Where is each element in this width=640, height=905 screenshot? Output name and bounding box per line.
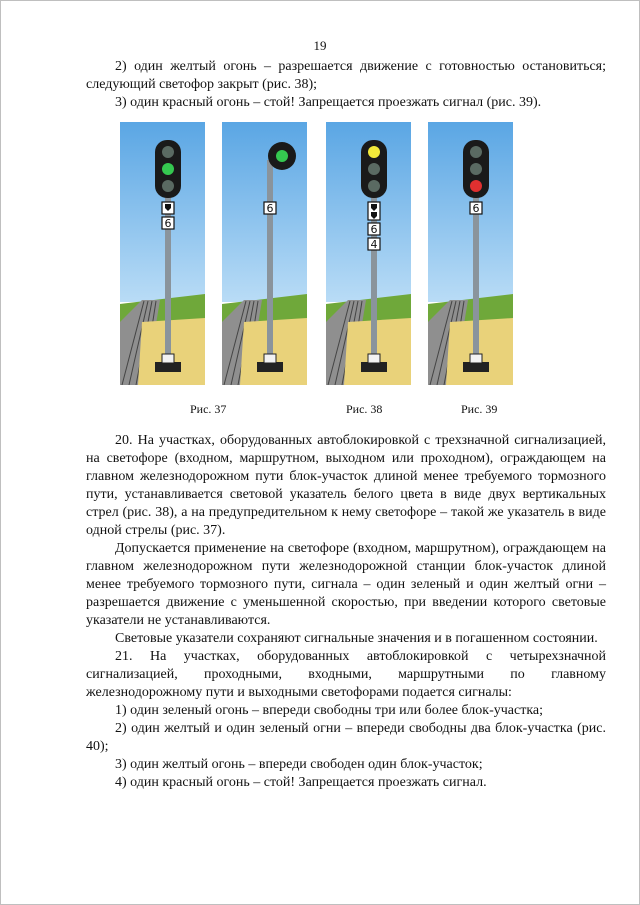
sand-platform [138,318,205,385]
signal-illustration [222,122,307,385]
paragraph-red-signal: 3) один красный огонь – стой! Запрещается проезжать сигнал (рис. 39). [115,95,542,110]
base-plate [368,354,380,363]
signal-lamp [368,180,380,192]
paragraph-21: 21. На участках, оборудованных автоблокировкой с четырехзначной сигнализацией, проходными, входными, маршрутными по главному железнодорожному пути и выходными светофорами подается сигналы: [86,649,606,700]
caption-fig-39: Рис. 39 [461,402,498,416]
signal-lamp [276,150,288,162]
figure-signal-3 [326,122,411,385]
plate-number: 6 [472,202,480,215]
figure-signal-2 [222,122,307,385]
list-item-1: 1) один зеленый огонь – впереди свободны три или более блок-участка; [115,703,544,718]
plate-number: 6 [266,202,274,215]
list-item-2: 2) один желтый и один зеленый огни – впереди свободны два блок-участка (рис. 40); [86,721,606,754]
paragraph-indicators: Световые указатели сохраняют сигнальные значения и в погашенном состоянии. [115,631,598,646]
paragraph-20: 20. На участках, оборудованных автоблокировкой с трехзначной сигнализацией, на светофоре (входном, маршрутном, выходном или проходном), ограждающем на главном железнодорожном пути блок-участок длиной менее требуемого тормозного пути, устанавливается световой указатель белого цвета в виде двух вертикальных стрел (рис. 38), а на предупредительном к нему светофоре – такой же указатель в виде одной стрелы (рис. 37). [86,433,606,538]
signal-lamp [368,163,380,175]
figures-row [0,122,640,387]
figure-signal-1 [120,122,205,385]
plate-number: 6 [370,223,378,236]
caption-fig-37: Рис. 37 [190,402,227,416]
signal-mast [267,160,273,365]
figure-signal-4 [428,122,513,385]
signal-illustration [326,122,411,385]
signal-lamp [470,146,482,158]
base-plate [264,354,276,363]
sand-platform [240,318,307,385]
signal-lamp [162,163,174,175]
signal-lamp [162,146,174,158]
signal-lamp [470,163,482,175]
signal-lamp [470,180,482,192]
signal-lamp [368,146,380,158]
plate-number: 4 [370,238,378,251]
main-text-block [86,432,606,792]
list-item-3: 3) один желтый огонь – впереди свободен один блок-участок; [115,757,483,772]
sand-platform [446,318,513,385]
base-plate [162,354,174,363]
base-plate [470,354,482,363]
paragraph-allowed: Допускается применение на светофоре (входном, маршрутном), ограждающем на главном железнодорожном пути железнодорожной станции блок-участок длиной менее требуемого тормозного пути, сигнала – один зеленый и один желтый огни – разрешается движение с уменьшенной скоростью, при введении которого световые указатели не устанавливаются. [86,541,606,628]
plate-number: 6 [164,217,172,230]
signal-illustration [428,122,513,385]
list-item-4: 4) один красный огонь – стой! Запрещается проезжать сигнал. [115,775,487,790]
caption-fig-38: Рис. 38 [346,402,383,416]
sand-platform [344,318,411,385]
signal-lamp [162,180,174,192]
top-text-block [86,58,606,112]
signal-illustration [120,122,205,385]
page-number: 19 [313,38,327,53]
paragraph-yellow-signal: 2) один желтый огонь – разрешается движение с готовностью остановиться; следующий светофор закрыт (рис. 38); [86,59,606,92]
